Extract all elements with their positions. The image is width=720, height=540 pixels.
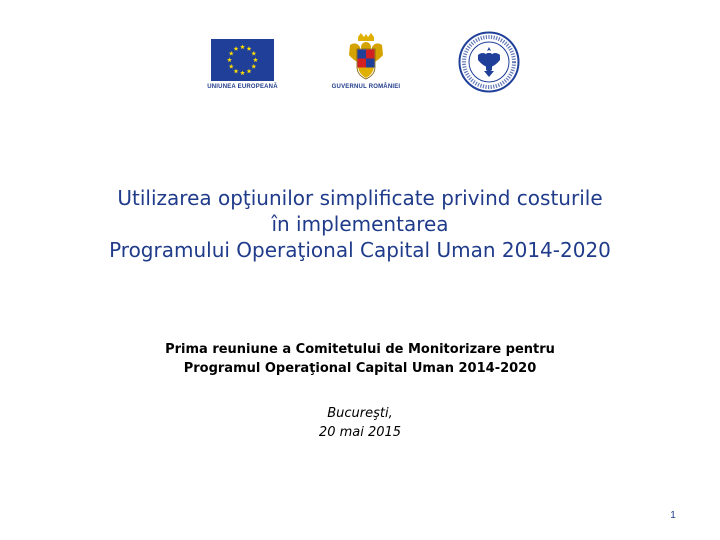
government-coat-of-arms-logo [346, 33, 386, 83]
date: 20 mai 2015 [318, 425, 402, 440]
ministry-seal-logo [458, 31, 520, 93]
presentation-title [60, 185, 660, 263]
eu-caption: UNIUNEA EUROPEANĂ [207, 84, 278, 90]
coat-of-arms-icon [346, 33, 386, 83]
city: Bucureşti, [327, 406, 393, 421]
title-line-1: Utilizarea opţiunilor simplificate privind costurile [117, 186, 603, 210]
title-line-2: în implementarea [271, 212, 449, 236]
seal-icon [458, 31, 520, 93]
eu-flag-logo [211, 39, 274, 81]
government-caption: GUVERNUL ROMÂNIEI [331, 84, 401, 90]
title-line-3: Programului Operaţional Capital Uman 2014-2020 [109, 238, 611, 262]
eu-flag-icon [211, 39, 274, 81]
page-number: 1 [670, 510, 676, 521]
subtitle-line-2: Programul Operaţional Capital Uman 2014-2020 [183, 361, 537, 376]
presentation-subtitle [110, 340, 610, 378]
place-and-date [260, 404, 460, 442]
subtitle-line-1: Prima reuniune a Comitetului de Monitorizare pentru [165, 342, 555, 357]
